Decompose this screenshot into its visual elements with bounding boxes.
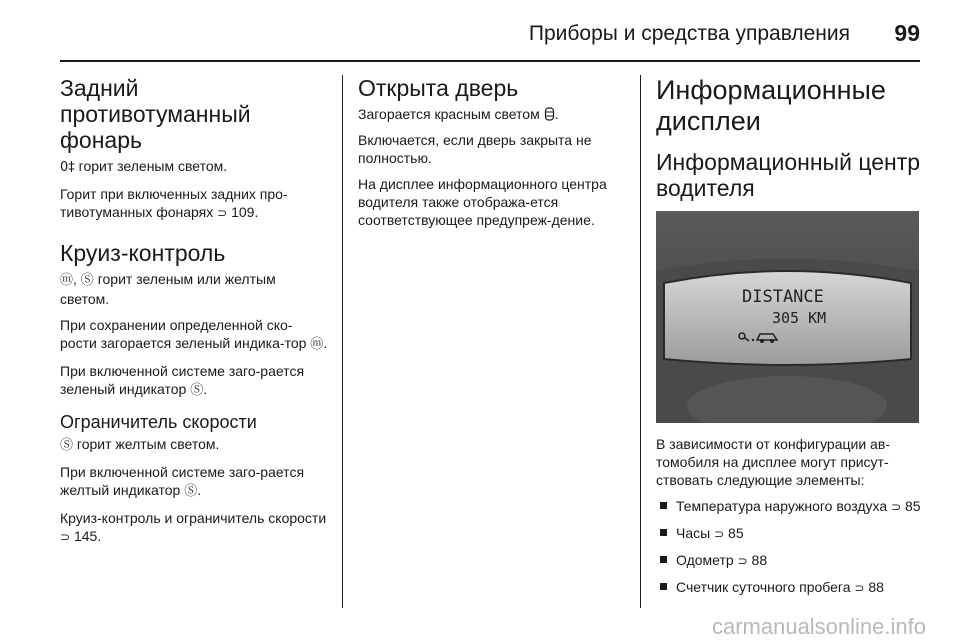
speed-limiter-icon: Ⓢ (184, 484, 198, 499)
limiter-desc-2: При включенной системе заго-рается желтый индикатор Ⓢ. (60, 464, 305, 499)
speed-limiter-icon: Ⓢ (60, 438, 74, 453)
cruise-desc-3: При включенной системе заго-рается зеленый индикатор Ⓢ. (60, 363, 305, 398)
door-desc-3: На дисплее информационного центра водителя также отобража-ется соответствующее предупреж-дение. (358, 176, 607, 228)
column-left (60, 75, 328, 554)
page-ref[interactable]: 145 (73, 528, 98, 544)
rear-fog-desc-1: 0‡ горит зеленым светом. (60, 158, 228, 175)
door-open-icon (544, 107, 555, 121)
rear-fog-desc-2: Горит при включенных задних про-тивотуманных фонарях ⊃ 109. (60, 186, 288, 220)
dic-heading: Информационный центр водителя (656, 149, 921, 201)
page-ref-icon: ⊃ (714, 527, 725, 541)
limiter-heading: Ограничитель скорости (60, 412, 257, 432)
cruise-desc-2: При сохранении определенной ско-рости загорается зеленый индика-тор ⓜ. (60, 317, 328, 352)
limiter-desc-1: Ⓢ горит желтым светом. (60, 436, 220, 453)
page-ref-icon: ⊃ (60, 530, 71, 544)
rear-fog-lamp-icon: 0‡ (60, 160, 75, 175)
column-divider-2 (640, 75, 641, 608)
list-item: Температура наружного воздуха ⊃ 85 (656, 497, 924, 516)
cruise-heading: Круиз-контроль (60, 240, 226, 266)
driver-info-display-photo (656, 211, 919, 423)
cruise-desc-1: ⓜ, Ⓢ горит зеленым или желтым светом. (60, 271, 276, 307)
page-ref[interactable]: 85 (905, 498, 921, 514)
info-displays-heading: Информационные дисплеи (656, 75, 886, 136)
page-ref[interactable]: 109 (231, 204, 255, 220)
display-line-1: DISTANCE (742, 287, 824, 307)
page-ref[interactable]: 88 (751, 552, 768, 568)
watermark: carmanualsonline.info (711, 614, 926, 639)
dic-elements-list (656, 497, 924, 597)
door-desc-2: Включается, если дверь закрыта не полностью. (358, 132, 592, 166)
cruise-control-icon: ⓜ (310, 337, 324, 352)
page-ref[interactable]: 88 (868, 579, 884, 595)
column-right (656, 75, 924, 605)
list-item: Часы ⊃ 85 (656, 524, 924, 543)
page-ref-icon: ⊃ (217, 206, 228, 220)
display-line-2: 305 KM (772, 309, 827, 327)
speed-limiter-icon: Ⓢ (80, 273, 94, 288)
speed-limiter-icon: Ⓢ (190, 383, 204, 398)
list-item: Счетчик суточного пробега ⊃ 88 (656, 578, 924, 597)
dic-intro: В зависимости от конфигурации ав-томобиля на дисплее могут присут-ствовать следующие элементы: (656, 436, 890, 488)
rear-fog-heading: Задний противотуманный фонарь (60, 75, 251, 153)
header-rule (60, 60, 920, 62)
column-divider-1 (342, 75, 343, 608)
page-ref-icon: ⊃ (737, 554, 748, 568)
limiter-desc-3: Круиз-контроль и ограничитель скорости ⊃ 145. (60, 510, 327, 544)
page-ref-icon: ⊃ (891, 500, 902, 514)
page-ref-icon: ⊃ (854, 581, 865, 595)
page-number: 99 (894, 20, 920, 46)
page-ref[interactable]: 85 (728, 525, 744, 541)
column-middle (358, 75, 628, 237)
cruise-control-icon: ⓜ (60, 273, 74, 288)
list-item: Одометр ⊃ 88 (656, 551, 924, 570)
door-heading: Открыта дверь (358, 75, 519, 101)
running-header: Приборы и средства управления (528, 22, 850, 45)
door-desc-1: Загорается красным светом . (358, 106, 559, 122)
